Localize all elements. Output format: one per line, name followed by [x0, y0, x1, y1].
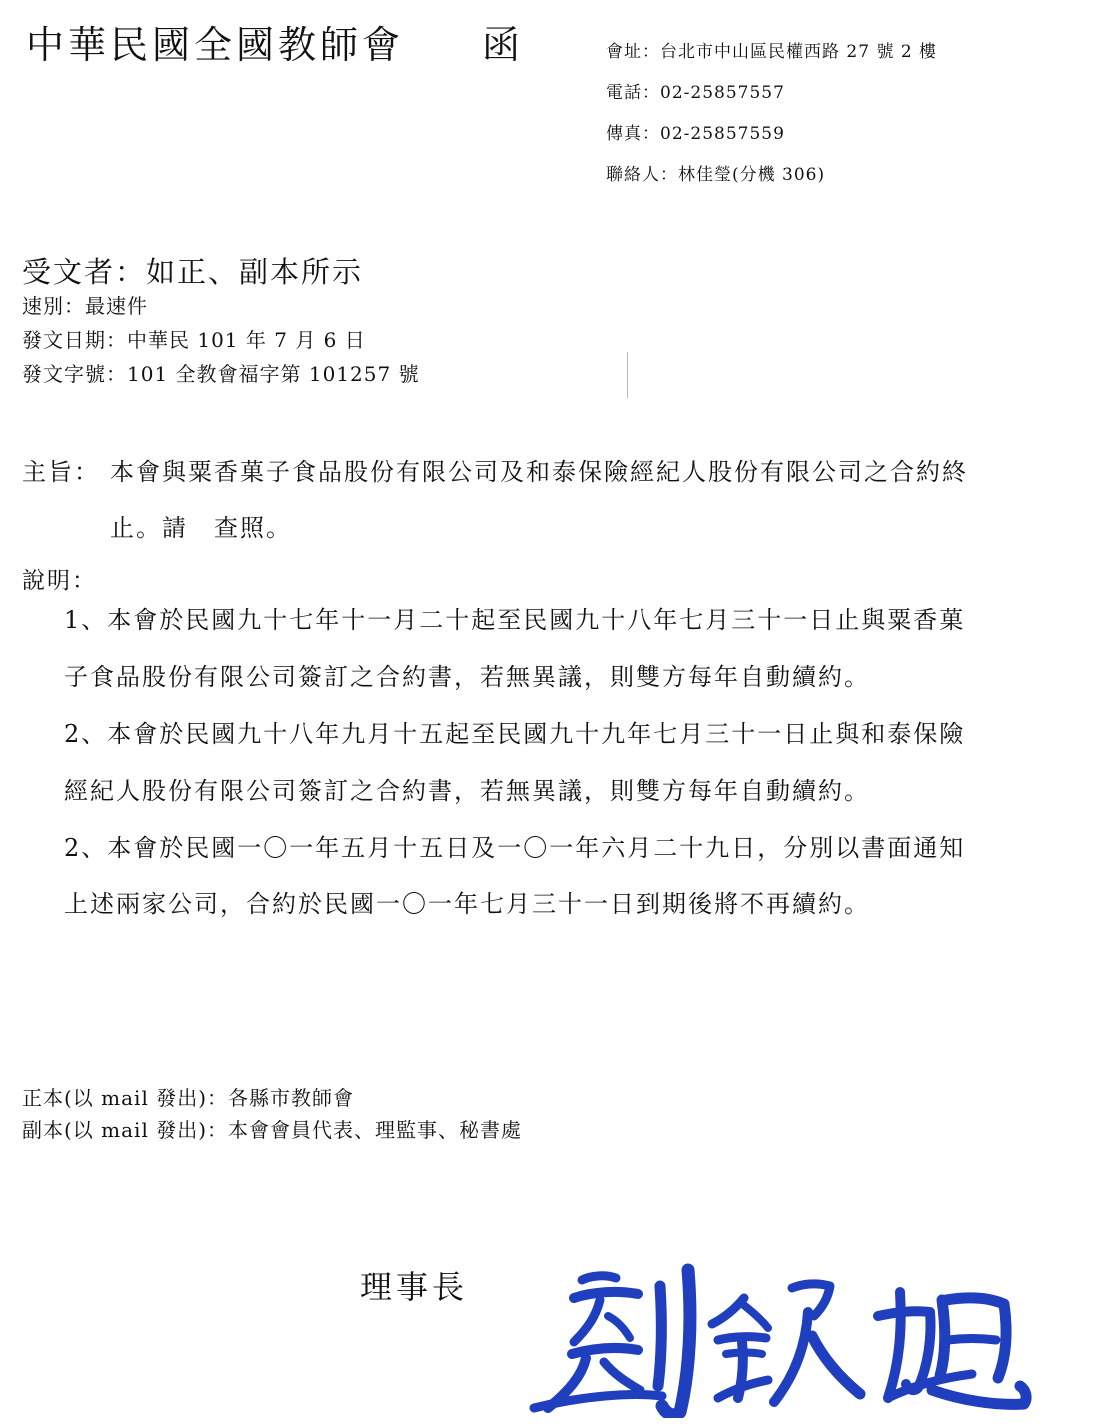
chairperson-title: 理事長	[360, 1268, 469, 1306]
document-type: 函	[482, 23, 521, 67]
subject-line: 本會與粟香菓子食品股份有限公司及和泰保險經紀人股份有限公司之合約終	[110, 458, 968, 486]
contact-fax: 傳真：02-25857559	[606, 124, 785, 144]
explanation-item-2-line: 經紀人股份有限公司簽訂之合約書，若無異議，則雙方每年自動續約。	[64, 777, 870, 805]
subject-label: 主旨：	[22, 458, 100, 486]
handwritten-signature	[512, 1258, 1032, 1418]
explanation-item-3-line: 上述兩家公司，合約於民國一〇一年七月三十一日到期後將不再續約。	[64, 890, 870, 918]
delivery-speed: 速別：最速件	[22, 294, 148, 318]
distribution-original: 正本(以 mail 發出)：各縣市教師會	[22, 1086, 355, 1110]
subject-line: 止。請 查照。	[110, 514, 292, 542]
explanation-item-1-line: 子食品股份有限公司簽訂之合約書，若無異議，則雙方每年自動續約。	[64, 663, 870, 691]
organization-name: 中華民國全國教師會	[26, 23, 405, 67]
explanation-item-2-line: 2、本會於民國九十八年九月十五起至民國九十九年七月三十一日止與和泰保險	[64, 720, 966, 748]
explanation-item-1-line: 1、本會於民國九十七年十一月二十起至民國九十八年七月三十一日止與粟香菓	[64, 606, 966, 634]
distribution-copy: 副本(以 mail 發出)：本會會員代表、理監事、秘書處	[22, 1118, 523, 1142]
issue-date: 發文日期：中華民 101 年 7 月 6 日	[22, 328, 366, 352]
contact-person: 聯絡人：林佳瑩(分機 306)	[606, 165, 826, 185]
explanation-label: 說明：	[22, 568, 97, 594]
document-number: 發文字號：101 全教會福字第 101257 號	[22, 362, 420, 386]
explanation-item-3-line: 2、本會於民國一〇一年五月十五日及一〇一年六月二十九日，分別以書面通知	[64, 834, 966, 862]
scan-mark-divider	[627, 352, 628, 398]
recipient-line: 受文者：如正、副本所示	[22, 255, 364, 289]
contact-address: 會址：台北市中山區民權西路 27 號 2 樓	[606, 42, 938, 62]
contact-phone: 電話：02-25857557	[606, 83, 785, 103]
